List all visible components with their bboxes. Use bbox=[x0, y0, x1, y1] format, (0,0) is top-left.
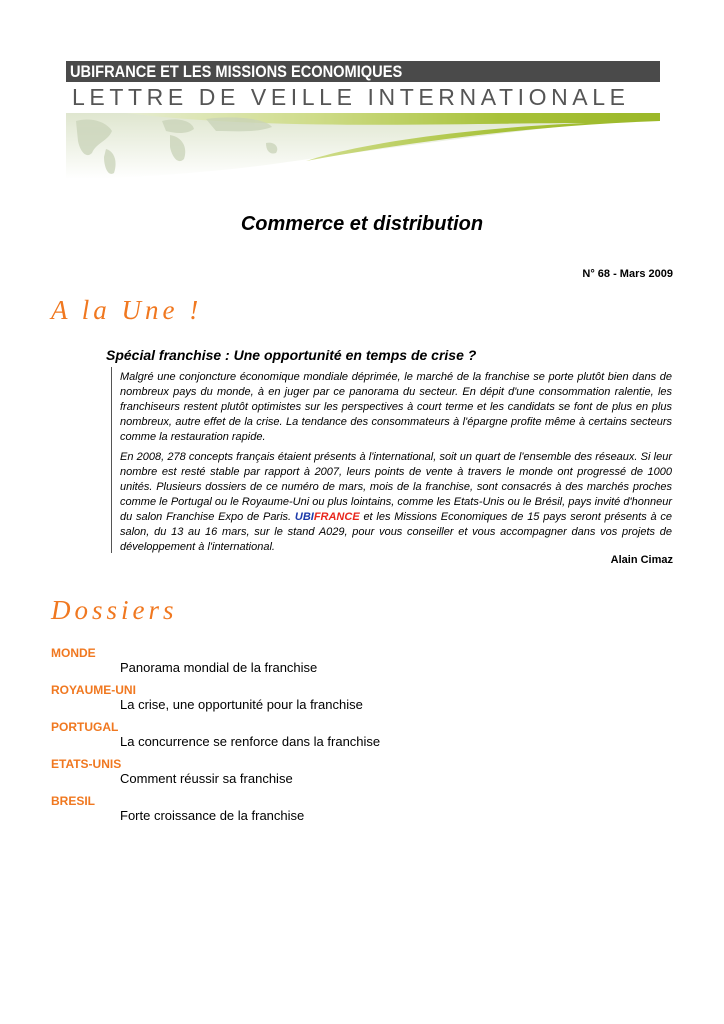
dossier-item-monde[interactable] bbox=[51, 646, 671, 683]
dossier-item-etats-unis[interactable] bbox=[51, 757, 671, 794]
dossier-link[interactable]: Panorama mondial de la franchise bbox=[120, 660, 318, 675]
issue-number: N° 68 - Mars 2009 bbox=[582, 268, 673, 280]
dossier-link[interactable]: Comment réussir sa franchise bbox=[120, 771, 293, 786]
dossier-country: BRESIL bbox=[51, 794, 96, 808]
section-heading-une: A la Une ! bbox=[51, 295, 203, 325]
banner-title-strip bbox=[66, 83, 660, 113]
article-side-rule bbox=[111, 367, 112, 553]
dossier-country: PORTUGAL bbox=[51, 720, 119, 734]
newsletter-banner bbox=[66, 61, 660, 179]
brand-france: FRANCE bbox=[313, 511, 360, 523]
document-title: Commerce et distribution bbox=[240, 213, 484, 235]
dossier-link[interactable]: La concurrence se renforce dans la franchise bbox=[120, 734, 381, 749]
banner-newsletter-name: LETTRE DE VEILLE INTERNATIONALE bbox=[72, 84, 630, 110]
article-paragraph: Malgré une conjoncture économique mondiale déprimée, le marché de la franchise se porte plutôt bien dans de nombreux pays du monde, à en juger par ce panorama du secteur. En dépit d'une consommation ralentie, les franchiseurs restent plutôt optimistes sur les perspectives à court terme et les candidats se font de plus en plus nombreux, autre effet de la crise. La tendance des consommateurs à l'épargne profite même à certains secteurs comme la restauration rapide. bbox=[120, 371, 672, 443]
banner-org-name: UBIFRANCE ET LES MISSIONS ECONOMIQUES bbox=[70, 62, 403, 81]
dossier-country: MONDE bbox=[51, 646, 96, 660]
article-author: Alain Cimaz bbox=[610, 554, 673, 566]
dossier-item-royaume-uni[interactable] bbox=[51, 683, 671, 720]
dossier-country: ROYAUME-UNI bbox=[51, 683, 136, 697]
article-paragraph bbox=[120, 450, 672, 555]
dossier-country: ETATS-UNIS bbox=[51, 757, 122, 771]
dossier-link[interactable]: Forte croissance de la franchise bbox=[120, 808, 305, 823]
article-text: et les Missions Economiques de 15 pays seront présents à ce salon, du 13 au 16 mars, sur le stand A029, pour vous conseiller et vous accompagner dans vos projets de développement à l'international. bbox=[120, 511, 673, 553]
banner-org-strip bbox=[66, 61, 660, 82]
dossier-item-bresil[interactable] bbox=[51, 794, 671, 831]
article-body bbox=[120, 370, 672, 560]
article-text: En 2008, 278 concepts français étaient présents à l'international, soit un quart de l'ensemble des réseaux. Si leur nombre est resté stable par rapport à 2007, leurs points de vente à travers le monde ont progressé de 1000 unités. Plusieurs dossiers de ce numéro de mars, mois de la franchise, sont consacrés à des marchés proches comme le Portugal ou le Royaume-Uni ou plus lointains, comme les Etats-Unis ou le Brésil, pays invité d'honneur du salon Franchise Expo de Paris. bbox=[120, 451, 672, 523]
section-heading-dossiers: Dossiers bbox=[51, 595, 178, 625]
dossier-link[interactable]: La crise, une opportunité pour la franchise bbox=[120, 697, 363, 712]
dossier-list bbox=[51, 646, 671, 831]
brand-ubi: UBI bbox=[294, 511, 314, 523]
article-title: Spécial franchise : Une opportunité en temps de crise ? bbox=[106, 347, 477, 363]
dossier-item-portugal[interactable] bbox=[51, 720, 671, 757]
